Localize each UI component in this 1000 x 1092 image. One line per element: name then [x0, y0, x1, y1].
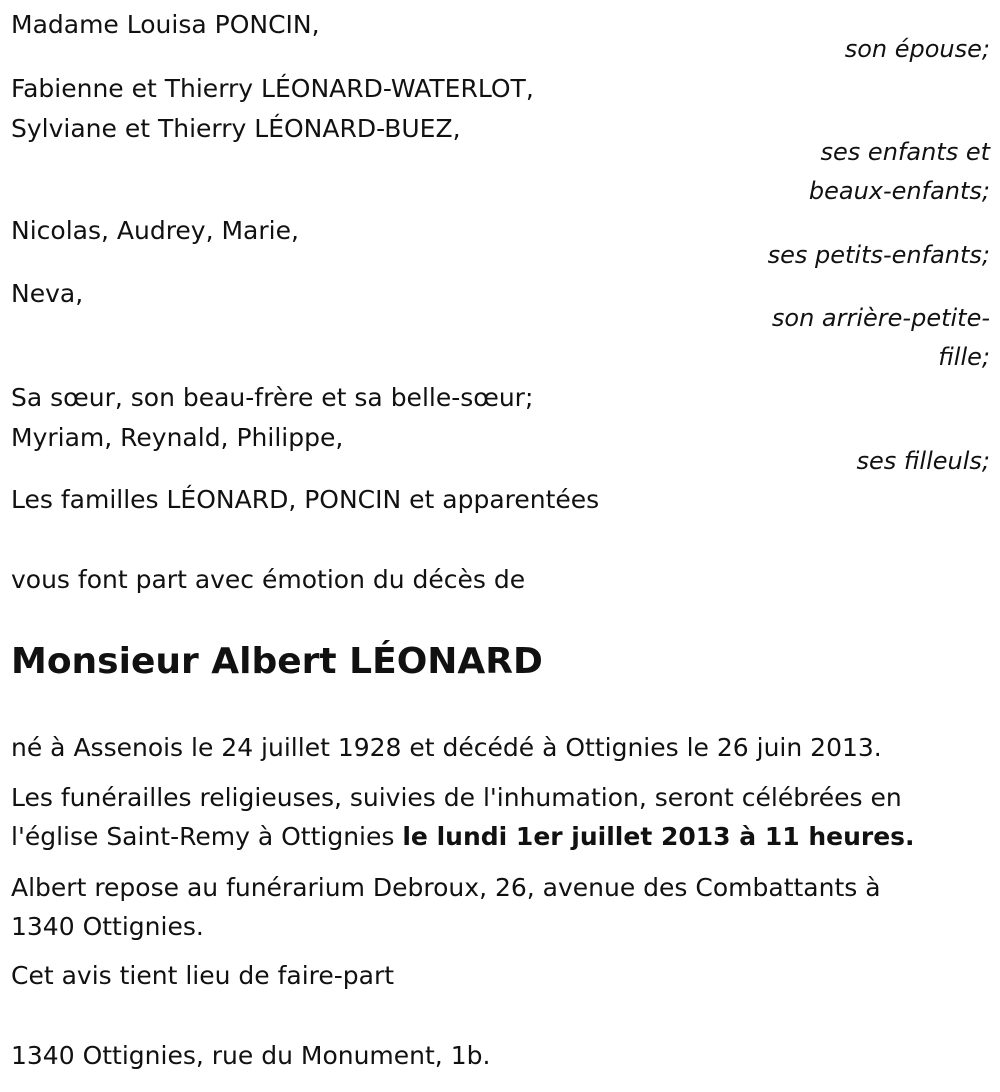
- rest-line-2: 1340 Ottignies.: [11, 912, 204, 941]
- rest-line-1: Albert repose au funérarium Debroux, 26, avenue des Combattants à: [11, 873, 881, 902]
- siblings-line: Sa sœur, son beau-frère et sa belle-sœur;: [11, 383, 534, 412]
- spouse-role: son épouse;: [844, 35, 990, 63]
- families-line: Les familles LÉONARD, PONCIN et apparentées: [11, 485, 600, 514]
- great-grandchild-role-line-2: fille;: [938, 343, 990, 371]
- children-role-line-1: ses enfants et: [820, 138, 990, 166]
- godchildren-names: Myriam, Reynald, Philippe,: [11, 423, 344, 452]
- funeral-line-2: [11, 818, 915, 856]
- funeral-date: le lundi 1er juillet 2013 à 11 heures.: [402, 822, 915, 851]
- great-grandchild-role-line-1: son arrière-petite-: [771, 304, 990, 332]
- deceased-name: Monsieur Albert LÉONARD: [11, 641, 543, 682]
- great-grandchild-name: Neva,: [11, 279, 84, 308]
- children-line-2: Sylviane et Thierry LÉONARD-BUEZ,: [11, 114, 461, 143]
- funeral-line-1: Les funérailles religieuses, suivies de l'inhumation, seront célébrées en: [11, 783, 902, 812]
- announcement-intro: vous font part avec émotion du décès de: [11, 565, 526, 594]
- spouse-name: Madame Louisa PONCIN,: [11, 10, 320, 39]
- address-line: 1340 Ottignies, rue du Monument, 1b.: [11, 1041, 491, 1070]
- godchildren-role: ses filleuls;: [856, 447, 990, 475]
- funeral-church: l'église Saint-Remy à Ottignies: [11, 822, 403, 851]
- children-role-line-2: beaux-enfants;: [808, 177, 990, 205]
- grandchildren-names: Nicolas, Audrey, Marie,: [11, 216, 299, 245]
- grandchildren-role: ses petits-enfants;: [767, 241, 990, 269]
- birth-death-line: né à Assenois le 24 juillet 1928 et décédé à Ottignies le 26 juin 2013.: [11, 733, 882, 762]
- notice-line: Cet avis tient lieu de faire-part: [11, 961, 395, 990]
- children-line-1: Fabienne et Thierry LÉONARD-WATERLOT,: [11, 74, 534, 103]
